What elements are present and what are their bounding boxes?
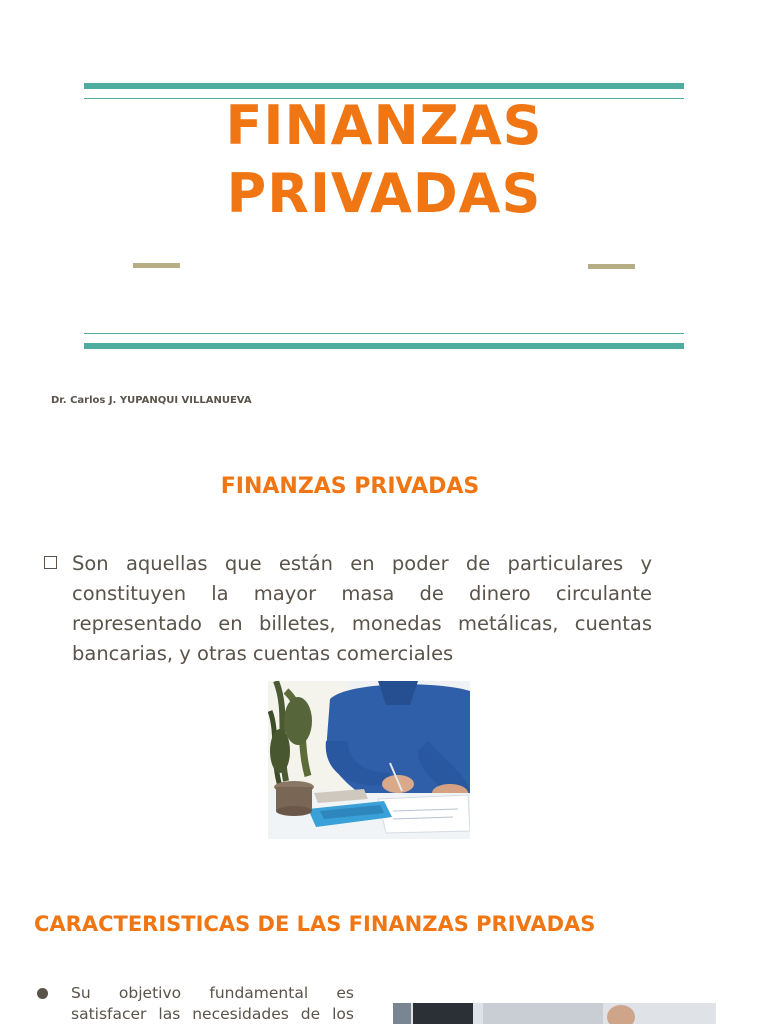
section1-heading: FINANZAS PRIVADAS [220, 474, 480, 499]
author-name: Dr. Carlos J. YUPANQUI VILLANUEVA [51, 395, 252, 406]
person-with-calculator-photo [268, 681, 470, 839]
section2-bullet-text: Su objetivo fundamental es satisfacer las necesidades de los [71, 984, 354, 1023]
bullet-dot-icon [37, 988, 48, 999]
checkbox-bullet-icon [44, 556, 57, 569]
top-thick-rule [84, 83, 684, 89]
left-deco-dash [133, 263, 180, 268]
cover-title-line2: PRIVADAS [226, 162, 542, 225]
photo2-illustration [393, 1003, 716, 1024]
cover-title-line1: FINANZAS [225, 94, 543, 157]
bottom-thin-rule [84, 333, 684, 334]
office-person-photo [393, 1003, 716, 1024]
right-deco-dash [588, 264, 635, 269]
cover-title [84, 92, 684, 228]
photo1-illustration [268, 681, 470, 839]
section1-paragraph: Son aquellas que están en poder de particulares y constituyen la mayor masa de dinero circulante representado en billetes, monedas metálicas, cuentas bancarias, y otras cuentas comerciales [72, 552, 652, 665]
section2-heading: CARACTERISTICAS DE LAS FINANZAS PRIVADAS [34, 912, 596, 936]
bottom-thick-rule [84, 343, 684, 349]
